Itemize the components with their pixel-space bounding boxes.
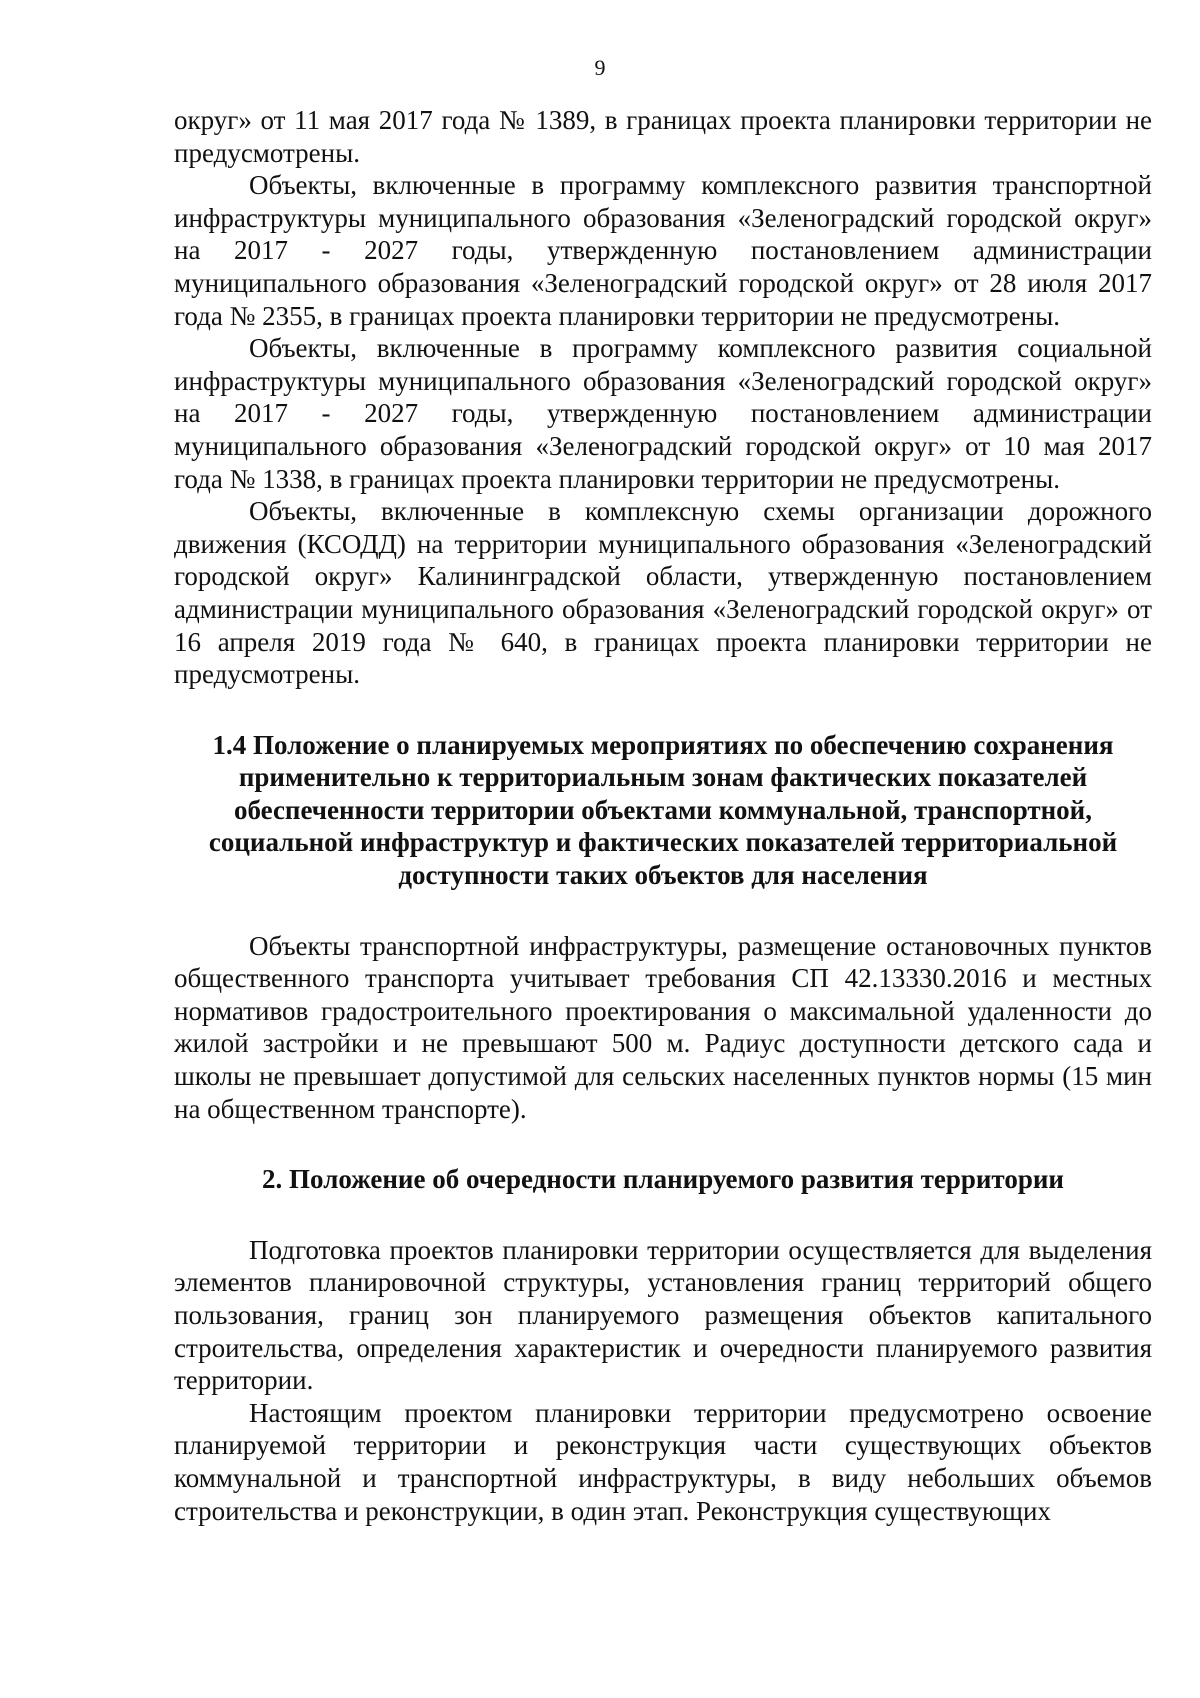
paragraph-social-program: Объекты, включенные в программу комплексного развития социальной инфраструктуры муниципального образования «Зеленоградский городской округ» на 2017 - 2027 годы, утвержденную постановлением администрации муниципального образования «Зеленоградский городской округ» от 10 мая 2017 года № 1338, в границах проекта планировки территории не предусмотрены. — [174, 333, 1152, 494]
section-2-paragraph-1: Подготовка проектов планировки территории осуществляется для выделения элементов планировочной структуры, установления границ территорий общего пользования, границ зон планируемого размещения объектов капитального строительства, определения характеристик и очередности планируемого развития территории. — [174, 1234, 1152, 1396]
document-body — [174, 104, 1152, 1527]
section-2-paragraph-2: Настоящим проектом планировки территории предусмотрено освоение планируемой территории и реконструкция части существующих объектов коммунальной и транспортной инфраструктуры, в виду небольших объемов строительства и реконструкции, в один этап. Реконструкция существующих — [174, 1397, 1152, 1526]
section-1-4-paragraph: Объекты транспортной инфраструктуры, размещение остановочных пунктов общественного транспорта учитывает требования СП 42.13330.2016 и местных нормативов градостроительного проектирования о максимальной удаленности до жилой застройки и не превышают 500 м. Радиус доступности детского сада и школы не превышает допустимой для сельских населенных пунктов нормы (15 мин на общественном транспорте). — [174, 930, 1152, 1124]
section-2-heading: 2. Положение об очередности планируемого развития территории — [262, 1164, 1064, 1195]
paragraph-ksodd: Объекты, включенные в комплексную схемы организации дорожного движения (КСОДД) на территории муниципального образования «Зеленоградский городской округ» Калининградской области, утвержденную постановлением администрации муниципального образования «Зеленоградский городской округ» от 16 апреля 2019 года № 640, в границах проекта планировки территории не предусмотрены. — [174, 496, 1152, 690]
spacer — [174, 691, 1152, 729]
section-1-4-heading: 1.4 Положение о планируемых мероприятиях по обеспечению сохранения применительно к территориальным зонам фактических показателей обеспеченности территории объектами коммунальной, транспортной, социальной инфраструктур и фактических показателей территориальной доступности таких объектов для населения — [208, 729, 1118, 891]
spacer — [174, 1125, 1152, 1163]
paragraph-continuation: округ» от 11 мая 2017 года № 1389, в границах проекта планировки территории не предусмотрены. — [174, 105, 1152, 168]
spacer — [174, 1196, 1152, 1234]
paragraph-transport-program: Объекты, включенные в программу комплексного развития транспортной инфраструктуры муниципального образования «Зеленоградский городской округ» на 2017 - 2027 годы, утвержденную постановлением администрации муниципального образования «Зеленоградский городской округ» от 28 июля 2017 года № 2355, в границах проекта планировки территории не предусмотрены. — [174, 170, 1152, 331]
page-number: 9 — [594, 55, 606, 80]
spacer — [174, 892, 1152, 930]
